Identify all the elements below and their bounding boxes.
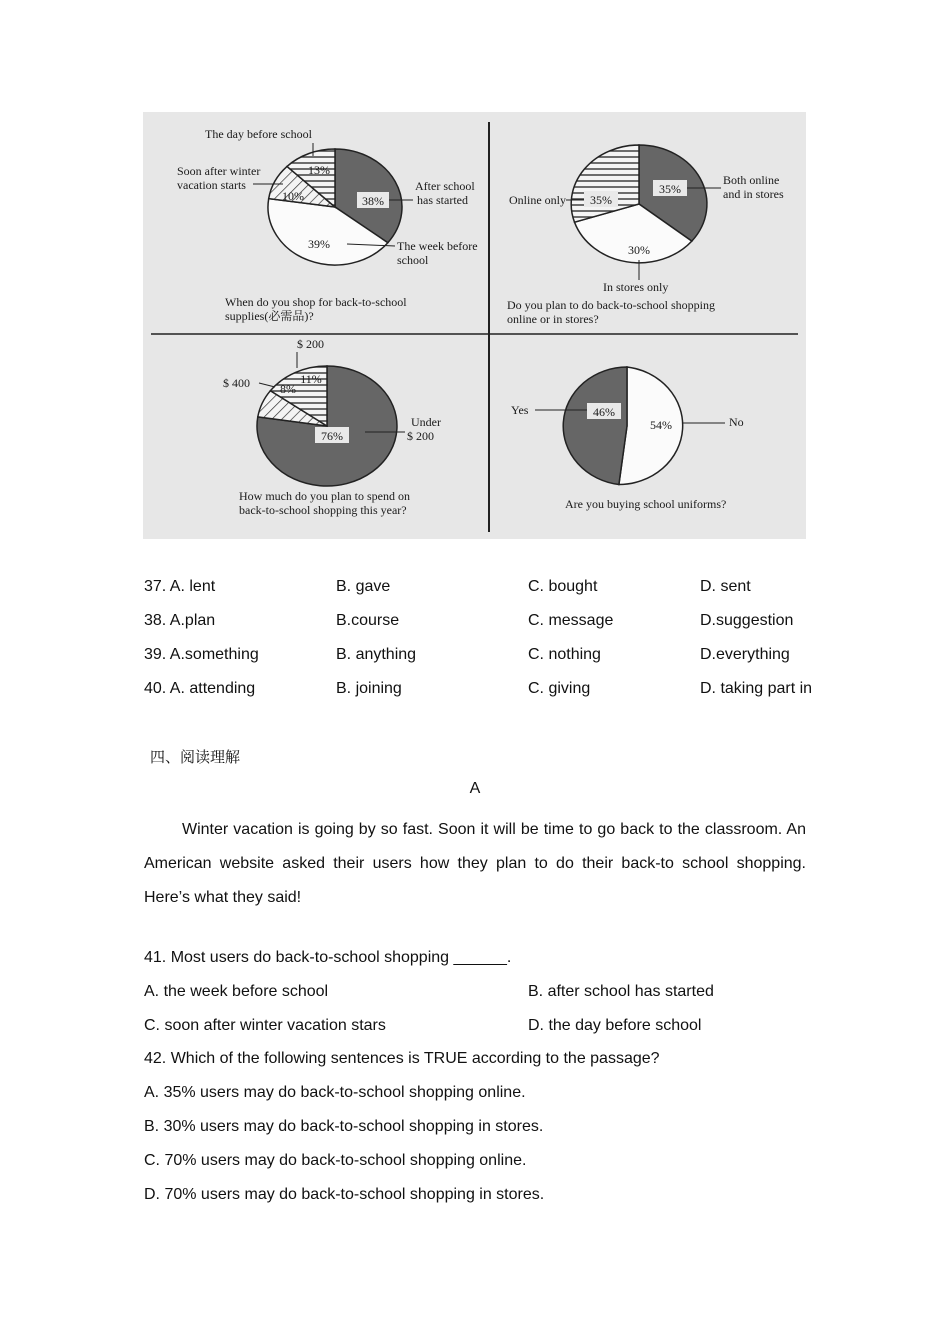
option-40-c: C. giving [528, 680, 591, 697]
callout-week-before-1: The week before [397, 239, 478, 253]
options-row-40 [144, 680, 844, 704]
label-30: 30% [628, 243, 650, 257]
option-39-d: D.everything [700, 646, 790, 663]
question-41-option-a: A. the week before school [144, 983, 329, 1000]
label-35-both: 35% [659, 182, 681, 196]
question-1-line-2: supplies(必需品)? [225, 309, 314, 323]
option-37-d: D. sent [700, 578, 751, 595]
option-37-c: C. bought [528, 578, 598, 595]
callout-after-started-1: After school [415, 179, 475, 193]
option-40-a: 40. A. attending [144, 680, 256, 697]
option-39-a: 39. A.something [144, 646, 259, 663]
callout-no: No [729, 415, 744, 429]
passage-letter: A [469, 780, 481, 797]
option-40-b: B. joining [336, 680, 402, 697]
question-4: Are you buying school uniforms? [565, 497, 727, 511]
chart-spending [223, 337, 441, 517]
section-title: 四、阅读理解 [150, 748, 241, 766]
option-37-a: 37. A. lent [144, 578, 216, 595]
survey-charts-figure [143, 112, 806, 539]
label-13: 13% [308, 163, 330, 177]
options-row-39 [144, 646, 844, 670]
label-11: 11% [300, 372, 322, 386]
callout-stores-only: In stores only [603, 280, 669, 294]
label-8: 8% [280, 382, 296, 396]
slice-yes [563, 367, 627, 485]
question-3-line-2: back-to-school shopping this year? [239, 503, 407, 517]
option-37-b: B. gave [336, 578, 391, 595]
callout-200: $ 200 [297, 337, 324, 351]
callout-soon-after-2: vacation starts [177, 178, 246, 192]
label-54: 54% [650, 418, 672, 432]
callout-under-2: $ 200 [407, 429, 434, 443]
question-3-line-1: How much do you plan to spend on [239, 489, 410, 503]
option-38-a: 38. A.plan [144, 612, 216, 629]
question-42-option-c: C. 70% users may do back-to-school shopping online. [144, 1152, 527, 1169]
passage-text: Winter vacation is going by so fast. Soon it will be time to go back to the classroom. An American website asked their users how they plan to do their back-to school shopping. Here’s what they said! [144, 821, 806, 906]
label-38: 38% [362, 194, 384, 208]
callout-both-2: and in stores [723, 187, 784, 201]
charts-svg [143, 112, 806, 539]
callout-week-before-2: school [397, 253, 429, 267]
question-42-option-d: D. 70% users may do back-to-school shopping in stores. [144, 1186, 545, 1203]
callout-online-only: Online only [509, 193, 566, 207]
label-46: 46% [593, 405, 615, 419]
option-40-d: D. taking part in [700, 680, 813, 697]
callout-both-1: Both online [723, 173, 780, 187]
option-38-d: D.suggestion [700, 612, 794, 629]
callout-yes: Yes [511, 403, 529, 417]
callout-soon-after-1: Soon after winter [177, 164, 261, 178]
label-76: 76% [321, 429, 343, 443]
chart-uniforms [511, 367, 744, 511]
callout-400: $ 400 [223, 376, 250, 390]
question-41-stem: 41. Most users do back-to-school shopping ______. [144, 949, 512, 966]
options-row-38 [144, 612, 844, 636]
question-42-option-b: B. 30% users may do back-to-school shopping in stores. [144, 1118, 544, 1135]
option-38-c: C. message [528, 612, 614, 629]
question-2-line-1: Do you plan to do back-to-school shopping [507, 298, 715, 312]
question-41-option-c: C. soon after winter vacation stars [144, 1017, 386, 1034]
chart-online-or-stores [507, 145, 784, 326]
label-39: 39% [308, 237, 330, 251]
label-10: 10% [282, 189, 304, 203]
label-35-online: 35% [590, 193, 612, 207]
option-38-b: B.course [336, 612, 400, 629]
option-39-c: C. nothing [528, 646, 601, 663]
callout-under-1: Under [411, 415, 441, 429]
chart-shop-timing [177, 127, 478, 323]
question-42-stem: 42. Which of the following sentences is TRUE according to the passage? [144, 1050, 660, 1067]
question-2-line-2: online or in stores? [507, 312, 599, 326]
options-row-37 [144, 578, 844, 602]
question-1-line-1: When do you shop for back-to-school [225, 295, 407, 309]
callout-day-before: The day before school [205, 127, 312, 141]
question-42-option-a: A. 35% users may do back-to-school shopping online. [144, 1084, 526, 1101]
question-41-option-d: D. the day before school [528, 1017, 702, 1034]
callout-after-started-2: has started [417, 193, 468, 207]
option-39-b: B. anything [336, 646, 417, 663]
question-41-option-b: B. after school has started [528, 983, 714, 1000]
